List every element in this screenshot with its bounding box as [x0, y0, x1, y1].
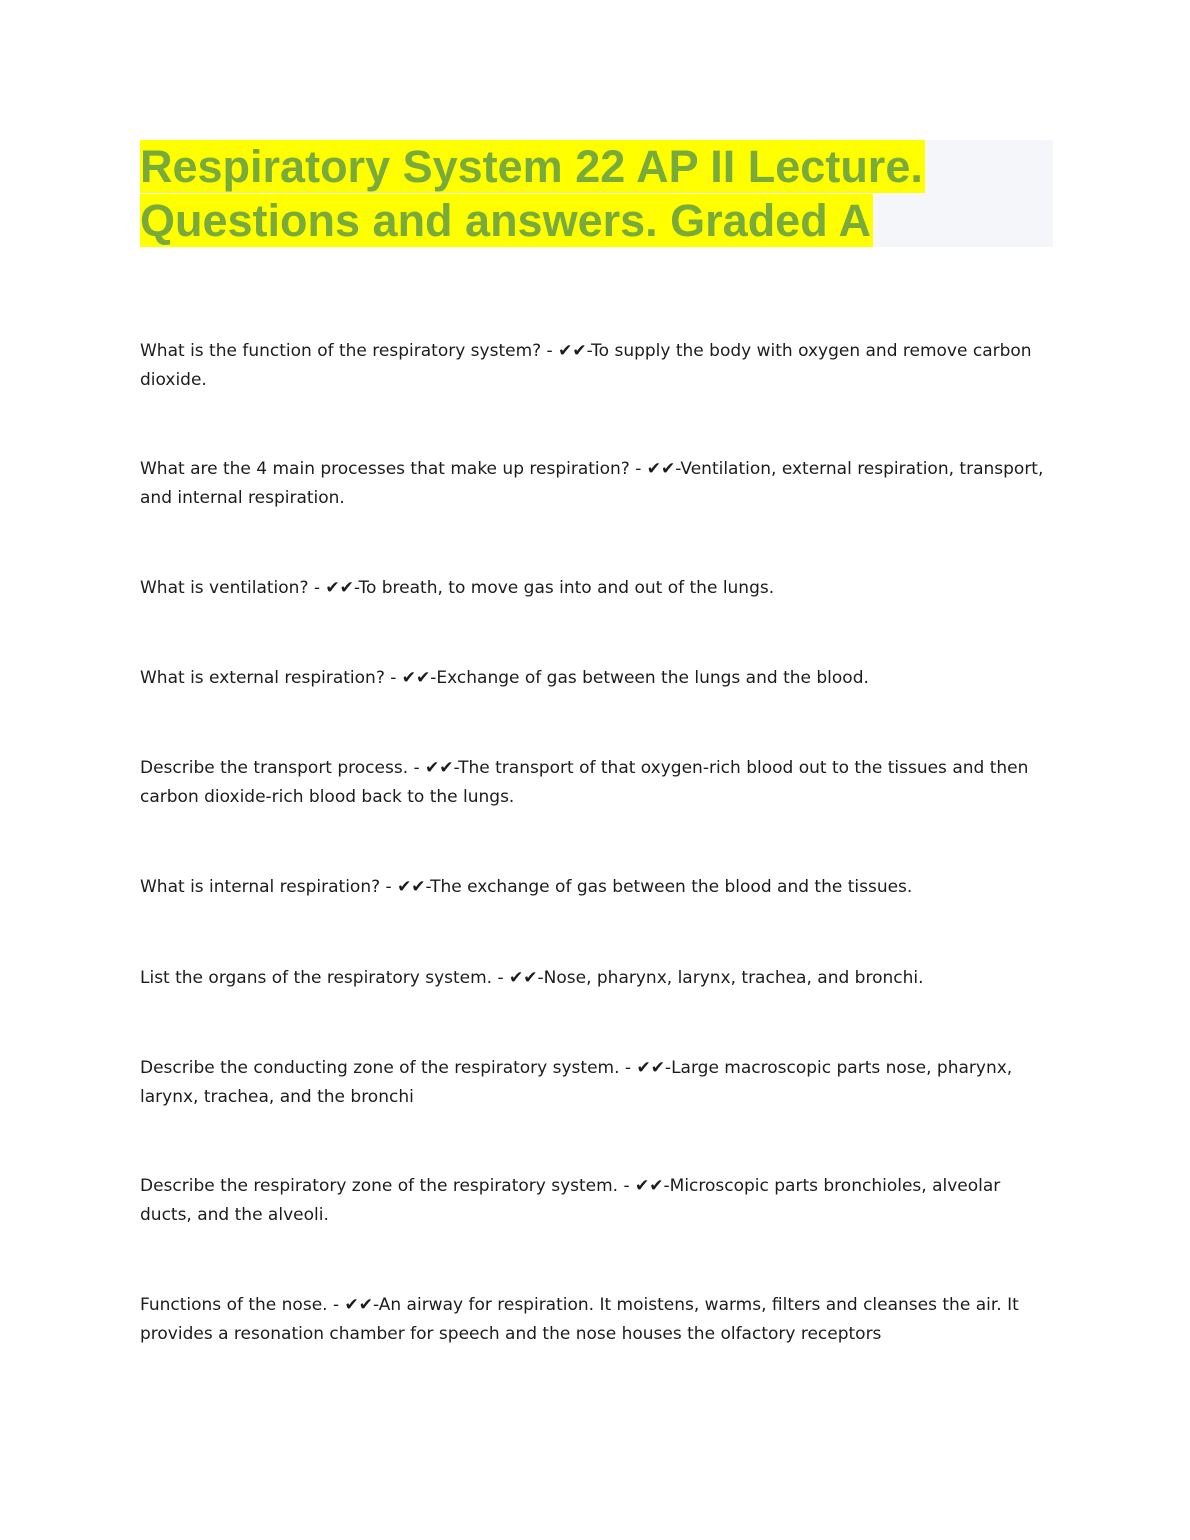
qa-item: What is external respiration? - ✔✔-Exchange of gas between the lungs and the blood.: [140, 668, 869, 688]
qa-item: Describe the transport process. - ✔✔-The transport of that oxygen-rich blood out to the tissues and then carbon dioxide-rich blood back to the lungs.: [140, 758, 1029, 807]
document-title: [140, 140, 1053, 247]
qa-item: Functions of the nose. - ✔✔-An airway for respiration. It moistens, warms, filters and cleanses the air. It provides a resonation chamber for speech and the nose houses the olfactory receptors: [140, 1295, 1019, 1344]
qa-item: Describe the respiratory zone of the respiratory system. - ✔✔-Microscopic parts bronchioles, alveolar ducts, and the alveoli.: [140, 1176, 1001, 1225]
qa-item: List the organs of the respiratory system. - ✔✔-Nose, pharynx, larynx, trachea, and bronchi.: [140, 968, 924, 988]
title-line-2: Questions and answers. Graded A: [140, 195, 872, 246]
qa-item: What is internal respiration? - ✔✔-The exchange of gas between the blood and the tissues.: [140, 877, 913, 897]
qa-item: What are the 4 main processes that make up respiration? - ✔✔-Ventilation, external respiration, transport, and internal respiration.: [140, 459, 1044, 508]
qa-item: What is ventilation? - ✔✔-To breath, to move gas into and out of the lungs.: [140, 578, 775, 598]
title-line-1: Respiratory System 22 AP II Lecture.: [140, 141, 923, 192]
qa-item: What is the function of the respiratory system? - ✔✔-To supply the body with oxygen and remove carbon dioxide.: [140, 341, 1032, 390]
qa-item: Describe the conducting zone of the respiratory system. - ✔✔-Large macroscopic parts nose, pharynx, larynx, trachea, and the bronchi: [140, 1058, 1013, 1107]
